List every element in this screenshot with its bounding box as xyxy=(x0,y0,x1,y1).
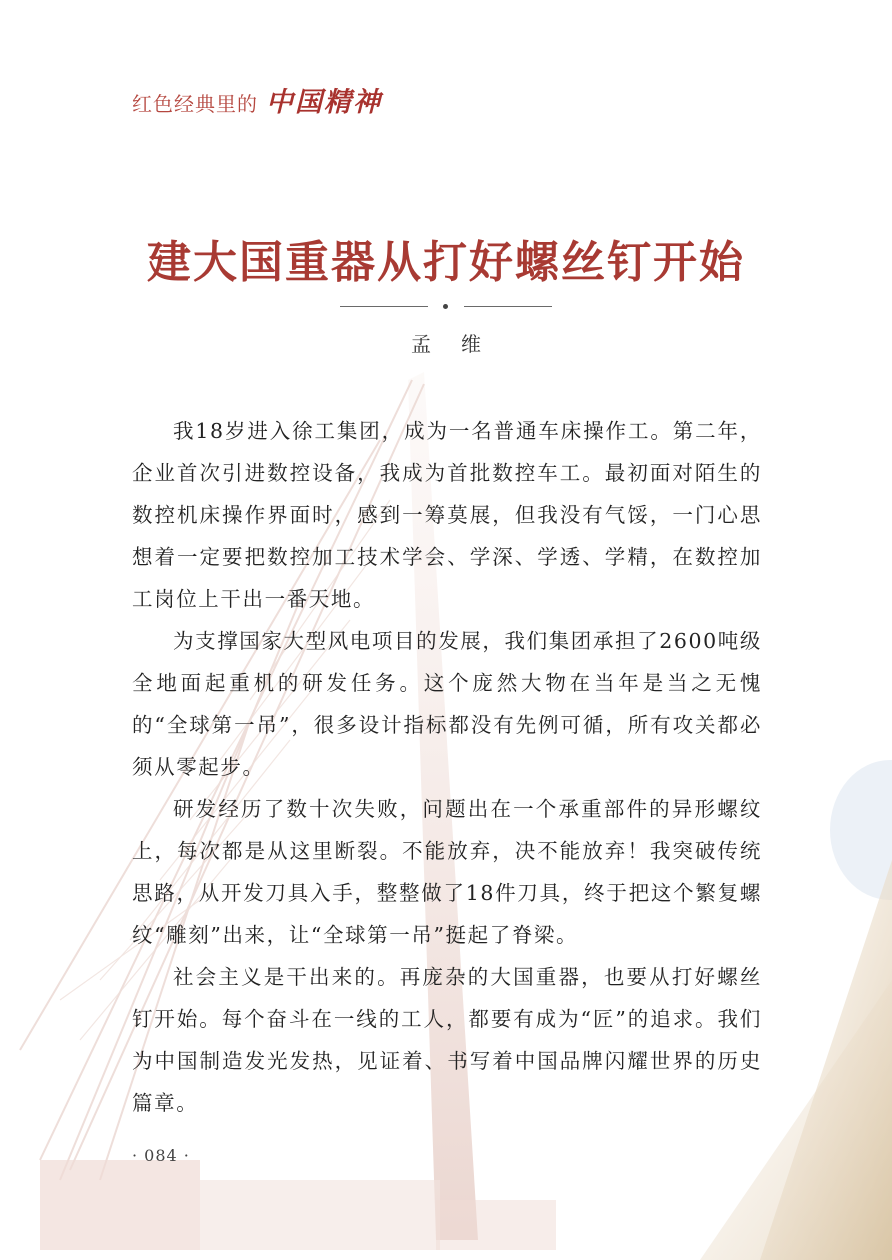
series-header xyxy=(132,80,382,118)
paragraph-3: 研发经历了数十次失败，问题出在一个承重部件的异形螺纹上，每次都是从这里断裂。不能放弃，决不能放弃！我突破传统思路，从开发刀具入手，整整做了18件刀具，终于把这个繁复螺纹“雕刻”出来，让“全球第一吊”挺起了脊梁。 xyxy=(132,797,762,947)
series-label: 红色经典里的 xyxy=(132,92,258,116)
series-script-title: 中国精神 xyxy=(266,87,382,118)
title-divider xyxy=(0,302,892,312)
paragraph-2: 为支撑国家大型风电项目的发展，我们集团承担了2600吨级全地面起重机的研发任务。这个庞然大物在当年是当之无愧的“全球第一吊”，很多设计指标都没有先例可循，所有攻关都必须从零起步。 xyxy=(132,629,762,779)
article-title: 建大国重器从打好螺丝钉开始 xyxy=(147,237,745,288)
page-number: · 084 · xyxy=(132,1146,190,1165)
paragraph-4: 社会主义是干出来的。再庞杂的大国重器，也要从打好螺丝钉开始。每个奋斗在一线的工人，都要有成为“匠”的追求。我们为中国制造发光发热，见证着、书写着中国品牌闪耀世界的历史篇章。 xyxy=(132,965,762,1115)
divider-line-right xyxy=(464,306,552,307)
divider-line-left xyxy=(340,306,428,307)
article-author: 孟维 xyxy=(411,332,511,356)
paragraph-1: 我18岁进入徐工集团，成为一名普通车床操作工。第二年，企业首次引进数控设备，我成为首批数控车工。最初面对陌生的数控机床操作界面时，感到一筹莫展，但我没有气馁，一门心思想着一定要把数控加工技术学会、学深、学透、学精，在数控加工岗位上干出一番天地。 xyxy=(132,419,762,611)
divider-dot xyxy=(443,304,448,309)
article-body xyxy=(132,410,762,1124)
